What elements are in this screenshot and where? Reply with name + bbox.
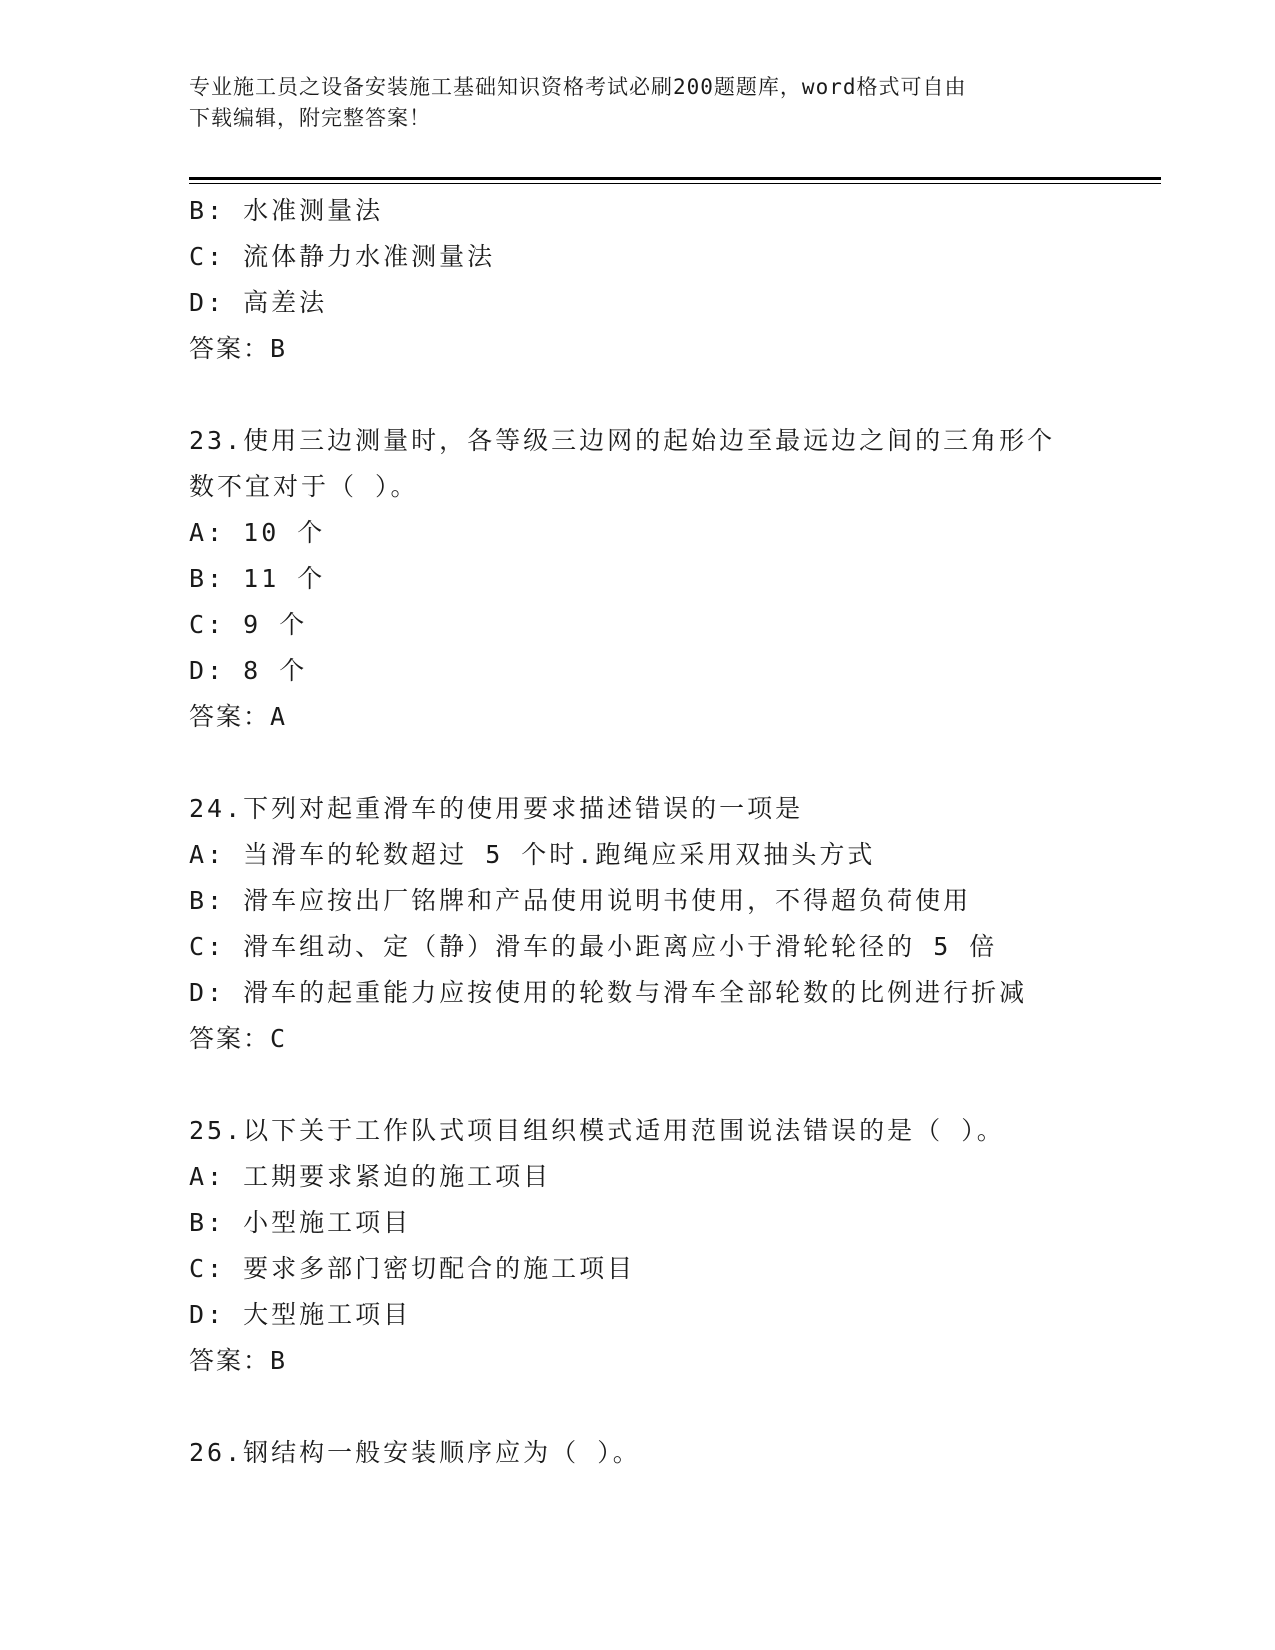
answer: 答案：B	[189, 334, 288, 363]
answer: 答案：B	[189, 1346, 288, 1375]
option-d: D: 大型施工项目	[189, 1300, 412, 1329]
answer: 答案：C	[189, 1024, 288, 1053]
question-22	[189, 188, 1149, 372]
option-a: A: 工期要求紧迫的施工项目	[189, 1162, 552, 1191]
option-c: C: 9 个	[189, 610, 308, 639]
question-25	[189, 1108, 1149, 1384]
header-rule-thin	[189, 183, 1161, 184]
question-stem: 23.使用三边测量时，各等级三边网的起始边至最远边之间的三角形个	[189, 426, 1056, 455]
header-line-1: 专业施工员之设备安装施工基础知识资格考试必刷200题题库，word格式可自由	[189, 75, 967, 99]
option-b: B: 滑车应按出厂铭牌和产品使用说明书使用，不得超负荷使用	[189, 886, 972, 915]
option-b: B: 11 个	[189, 564, 326, 593]
option-b: B: 小型施工项目	[189, 1208, 412, 1237]
option-b: B: 水准测量法	[189, 196, 384, 225]
option-d: D: 滑车的起重能力应按使用的轮数与滑车全部轮数的比例进行折减	[189, 978, 1028, 1007]
header-line-2: 下载编辑，附完整答案！	[189, 106, 431, 130]
option-d: D: 8 个	[189, 656, 308, 685]
option-c: C: 流体静力水准测量法	[189, 242, 496, 271]
question-24	[189, 786, 1149, 1062]
answer: 答案：A	[189, 702, 288, 731]
question-stem-cont: 数不宜对于（ ）。	[189, 472, 419, 501]
question-23	[189, 418, 1149, 740]
question-stem: 25.以下关于工作队式项目组织模式适用范围说法错误的是（ ）。	[189, 1116, 1005, 1145]
question-list	[189, 188, 1149, 1476]
option-c: C: 要求多部门密切配合的施工项目	[189, 1254, 636, 1283]
question-26	[189, 1430, 1149, 1476]
option-a: A: 当滑车的轮数超过 5 个时.跑绳应采用双抽头方式	[189, 840, 876, 869]
option-a: A: 10 个	[189, 518, 326, 547]
question-stem: 24.下列对起重滑车的使用要求描述错误的一项是	[189, 794, 804, 823]
option-c: C: 滑车组动、定（静）滑车的最小距离应小于滑轮轮径的 5 倍	[189, 932, 998, 961]
question-stem: 26.钢结构一般安装顺序应为（ ）。	[189, 1438, 641, 1467]
option-d: D: 高差法	[189, 288, 328, 317]
header-rule-thick	[189, 177, 1161, 180]
document-header	[189, 72, 1089, 134]
